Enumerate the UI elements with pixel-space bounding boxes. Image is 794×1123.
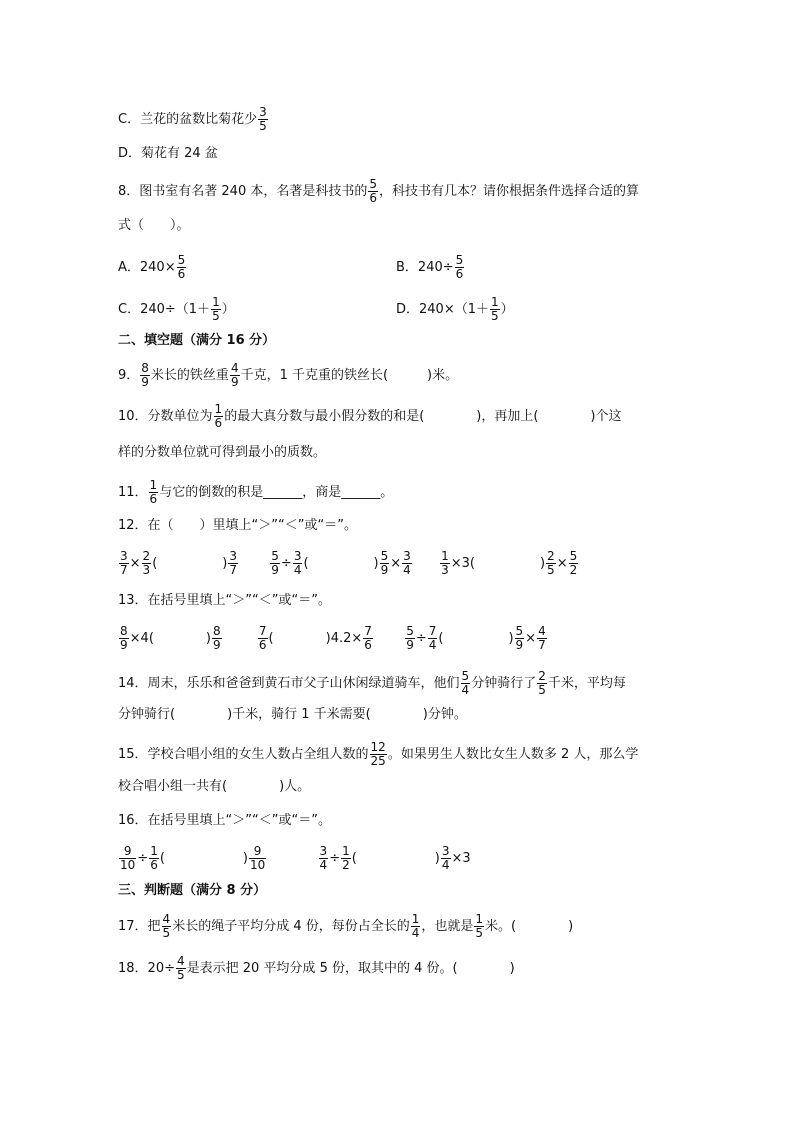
- denominator: 2: [569, 563, 578, 577]
- question-text: 与它的倒数的积是______，商是______。: [159, 485, 394, 500]
- denominator: 9: [271, 563, 279, 577]
- numerator: 8: [141, 361, 149, 375]
- compare-expression: [257, 624, 378, 652]
- question-18: [118, 955, 515, 982]
- question-text: 分钟骑行了: [471, 676, 537, 691]
- option-text: C．240÷（1＋: [118, 302, 211, 317]
- numerator: 3: [403, 549, 411, 563]
- question-12-title: 12．在（ ）里填上“＞”“＜”或“＝”。: [118, 518, 357, 533]
- numerator: 1: [411, 912, 420, 926]
- numerator: 5: [455, 253, 464, 267]
- compare-expression: [118, 844, 271, 872]
- operator: ×3: [451, 851, 471, 866]
- denominator: 10: [120, 858, 136, 872]
- denominator: 2: [342, 858, 350, 872]
- fraction: [228, 550, 238, 577]
- operator: ×4: [129, 631, 149, 646]
- numerator: 7: [364, 624, 372, 638]
- numerator: 3: [259, 105, 267, 119]
- option-c: [118, 296, 235, 323]
- numerator: 1: [214, 402, 223, 416]
- fraction: [249, 845, 266, 872]
- option-text: D．240×（1＋: [396, 302, 489, 317]
- denominator: 4: [441, 858, 450, 872]
- option-a: [118, 254, 187, 281]
- question-text: 千米，平均每: [547, 676, 626, 691]
- fraction: [370, 741, 387, 768]
- question-15-line-1: [118, 741, 638, 768]
- denominator: 4: [411, 926, 420, 940]
- denominator: 4: [461, 683, 470, 697]
- question-10-line-2: 样的分数单位就可得到最小的质数。: [118, 445, 327, 460]
- operator: ÷: [415, 631, 427, 646]
- fraction: [149, 479, 159, 506]
- fraction: [490, 296, 500, 323]
- fraction: [176, 955, 186, 982]
- numerator: 4: [230, 361, 239, 375]
- numerator: 3: [293, 549, 302, 563]
- numerator: 5: [406, 624, 414, 638]
- question-text: 是表示把 20 平均分成 5 份，取其中的 4 份。( ): [186, 961, 515, 976]
- answer-blank: ( ): [438, 631, 514, 646]
- fraction: [214, 403, 224, 430]
- question-text: ，也就是: [421, 919, 474, 934]
- numerator: 5: [177, 253, 186, 267]
- compare-row: [118, 550, 579, 577]
- denominator: 9: [230, 375, 239, 389]
- answer-blank: ( ): [303, 556, 379, 571]
- denominator: 7: [120, 563, 128, 577]
- option-d: [396, 296, 514, 323]
- denominator: 9: [406, 638, 414, 652]
- denominator: 25: [370, 754, 386, 768]
- compare-expression: [404, 624, 548, 652]
- numerator: 4: [538, 624, 546, 638]
- numerator: 12: [370, 740, 386, 754]
- question-text: 17．把: [118, 919, 161, 934]
- compare-expression: [269, 549, 417, 577]
- question-8-line-2: 式（ ）。: [118, 218, 190, 233]
- numerator: 1: [149, 478, 158, 492]
- denominator: 5: [547, 563, 555, 577]
- numerator: 8: [120, 624, 128, 638]
- denominator: 6: [369, 191, 377, 205]
- denominator: 5: [212, 309, 220, 323]
- compare-expression: [118, 549, 243, 577]
- question-8-line-1: [118, 178, 639, 205]
- question-text: 10．分数单位为: [118, 409, 213, 424]
- fraction: [461, 670, 471, 697]
- fraction: [428, 625, 438, 652]
- operator: ×: [525, 631, 537, 646]
- numerator: 4: [162, 912, 171, 926]
- fraction: [515, 625, 525, 652]
- fraction: [212, 625, 222, 652]
- fraction: [405, 625, 415, 652]
- denominator: 5: [538, 683, 546, 697]
- fraction: [537, 670, 547, 697]
- fraction: [546, 550, 556, 577]
- question-text: 15．学校合唱小组的女生人数占全组人数的: [118, 747, 369, 762]
- question-14-line-1: [118, 670, 626, 697]
- answer-blank: ( ): [152, 556, 228, 571]
- denominator: 5: [491, 309, 499, 323]
- section-heading: 三、判断题（满分 8 分）: [118, 883, 267, 898]
- option-text: ）: [500, 302, 514, 317]
- numerator: 2: [142, 549, 151, 563]
- fraction: [474, 913, 484, 940]
- numerator: 9: [119, 845, 136, 859]
- denominator: 9: [141, 375, 149, 389]
- operator: ×3: [450, 556, 470, 571]
- numerator: 4: [176, 954, 185, 968]
- fraction: [380, 550, 390, 577]
- numerator: 1: [491, 295, 499, 309]
- fraction: [319, 845, 329, 872]
- question-10-line-1: [118, 403, 621, 430]
- numerator: 3: [319, 844, 328, 858]
- question-text: 米。( ): [485, 919, 574, 934]
- answer-blank: ( ): [268, 631, 331, 646]
- numerator: 7: [258, 624, 267, 638]
- question-11: [118, 479, 393, 506]
- denominator: 5: [475, 926, 484, 940]
- denominator: 4: [403, 563, 411, 577]
- section-heading: 二、填空题（满分 16 分）: [118, 333, 276, 348]
- option-text: A．240×: [118, 260, 176, 275]
- fraction: [142, 550, 152, 577]
- denominator: 4: [319, 858, 328, 872]
- fraction: [368, 178, 378, 205]
- numerator: 5: [461, 669, 470, 683]
- option-d: D．菊花有 24 盆: [118, 146, 218, 161]
- answer-blank: ( ): [351, 851, 440, 866]
- numerator: 5: [369, 177, 377, 191]
- question-text: 的最大真分数与最小假分数的和是( )，再加上( )个这: [224, 409, 622, 424]
- numerator: 5: [271, 549, 279, 563]
- question-14-line-2: 分钟骑行( )千米，骑行 1 千米需要( )分钟。: [118, 707, 467, 722]
- fraction: [402, 550, 412, 577]
- denominator: 6: [150, 858, 158, 872]
- denominator: 3: [142, 563, 151, 577]
- fraction: [119, 550, 129, 577]
- fraction: [211, 296, 221, 323]
- question-text: 18．20÷: [118, 961, 175, 976]
- numerator: 2: [538, 669, 546, 683]
- denominator: 5: [259, 119, 267, 133]
- option-text: B．240÷: [396, 260, 454, 275]
- denominator: 6: [149, 492, 158, 506]
- denominator: 4: [293, 563, 302, 577]
- fraction: [455, 254, 465, 281]
- numerator: 2: [547, 549, 555, 563]
- fraction: [149, 845, 159, 872]
- fraction: [569, 550, 579, 577]
- numerator: 3: [441, 844, 450, 858]
- compare-row: [118, 845, 471, 872]
- denominator: 5: [162, 926, 171, 940]
- fraction: [363, 625, 373, 652]
- operator: ×: [390, 556, 402, 571]
- question-text: 8．图书室有名著 240 本，名著是科技书的: [118, 184, 368, 199]
- compare-row: [118, 625, 548, 652]
- compare-expression: [439, 549, 579, 577]
- operator: ÷: [329, 851, 341, 866]
- question-number: 9．: [118, 368, 140, 383]
- question-15-line-2: 校合唱小组一共有( )人。: [118, 779, 311, 794]
- question-text: 米长的铁丝重: [150, 368, 229, 383]
- question-text: 。如果男生人数比女生人数多 2 人，那么学: [387, 747, 639, 762]
- fraction: [119, 625, 129, 652]
- numerator: 9: [249, 845, 266, 859]
- answer-blank: ( ): [469, 556, 546, 571]
- numerator: 5: [380, 549, 389, 563]
- numerator: 1: [342, 844, 350, 858]
- fraction: [258, 106, 268, 133]
- fraction: [258, 625, 268, 652]
- question-13-title: 13．在括号里填上“＞”“＜”或“＝”。: [118, 593, 331, 608]
- denominator: 6: [364, 638, 372, 652]
- compare-expression: [318, 844, 471, 872]
- denominator: 7: [538, 638, 546, 652]
- question-16-title: 16．在括号里填上“＞”“＜”或“＝”。: [118, 813, 331, 828]
- operator: ÷: [280, 556, 292, 571]
- fraction: [119, 845, 136, 872]
- fraction: [293, 550, 303, 577]
- operator: ÷: [137, 851, 149, 866]
- option-c: [118, 106, 269, 133]
- denominator: 6: [258, 638, 267, 652]
- operator: ×: [129, 556, 141, 571]
- fraction: [441, 845, 451, 872]
- answer-blank: ( ): [159, 851, 248, 866]
- fraction: [341, 845, 351, 872]
- operator: ×: [556, 556, 568, 571]
- question-9: [118, 362, 458, 389]
- fraction: [440, 550, 450, 577]
- denominator: 3: [441, 563, 449, 577]
- fraction: [230, 362, 240, 389]
- numerator: 8: [212, 624, 221, 638]
- denominator: 5: [176, 968, 185, 982]
- denominator: 10: [249, 858, 266, 872]
- denominator: 6: [455, 267, 464, 281]
- numerator: 7: [428, 624, 437, 638]
- option-b: [396, 254, 465, 281]
- numerator: 1: [150, 844, 158, 858]
- answer-blank: ( ): [148, 631, 211, 646]
- question-number: 11．: [118, 485, 148, 500]
- numerator: 5: [569, 549, 578, 563]
- fraction: [177, 254, 187, 281]
- numerator: 1: [212, 295, 220, 309]
- denominator: 4: [428, 638, 437, 652]
- question-text: 14．周末，乐乐和爸爸到黄石市父子山休闲绿道骑车，他们: [118, 676, 460, 691]
- fraction: [270, 550, 280, 577]
- numerator: 1: [475, 912, 484, 926]
- fraction: [537, 625, 547, 652]
- denominator: 9: [120, 638, 128, 652]
- question-text: 米长的绳子平均分成 4 份，每份占全长的: [172, 919, 410, 934]
- denominator: 9: [380, 563, 389, 577]
- question-text: 千克，1 千克重的铁丝长( )米。: [240, 368, 459, 383]
- question-text: ，科技书有几本？请你根据条件选择合适的算: [379, 184, 640, 199]
- compare-expression: [118, 624, 227, 652]
- numerator: 3: [120, 549, 128, 563]
- denominator: 7: [229, 563, 237, 577]
- fraction: [162, 913, 172, 940]
- denominator: 6: [177, 267, 186, 281]
- fraction: [140, 362, 150, 389]
- fraction: [411, 913, 421, 940]
- numerator: 1: [441, 549, 449, 563]
- question-17: [118, 913, 573, 940]
- operator: 4.2×: [330, 631, 363, 646]
- denominator: 6: [214, 416, 223, 430]
- option-text: ）: [221, 302, 235, 317]
- denominator: 9: [212, 638, 221, 652]
- numerator: 3: [229, 549, 237, 563]
- numerator: 5: [515, 624, 524, 638]
- denominator: 9: [515, 638, 524, 652]
- option-text: C．兰花的盆数比菊花少: [118, 112, 258, 127]
